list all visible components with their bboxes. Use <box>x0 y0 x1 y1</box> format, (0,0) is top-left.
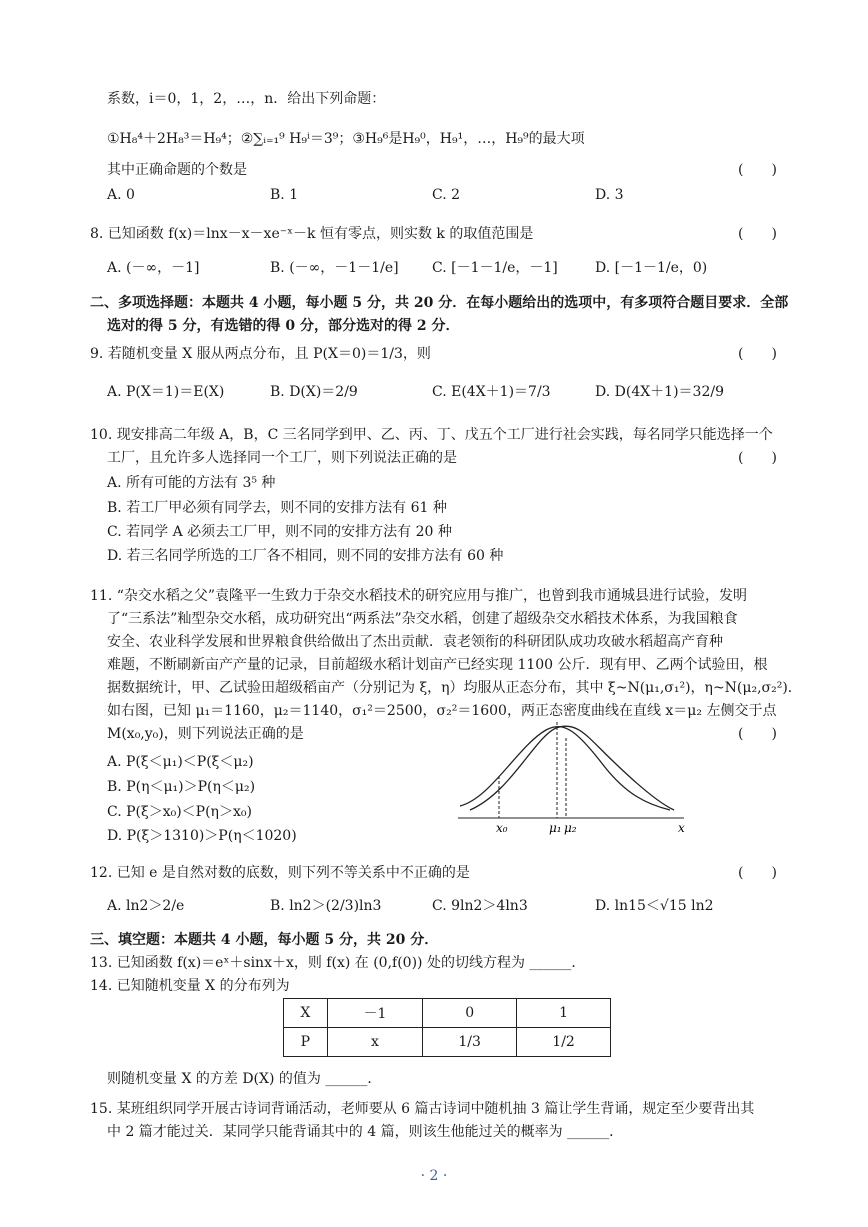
q7-option-c: C. 2 <box>432 187 461 203</box>
xi-density-curve <box>470 726 674 810</box>
q11-option-a: A. P(ξ＜μ₁)＜P(ξ＜μ₂) <box>107 754 254 770</box>
q11-line1: 11. “杂交水稻之父”袁隆平一生致力于杂交水稻技术的研究应用与推广，也曾到我市通城县进行试验，发明 <box>90 588 748 604</box>
eta-density-curve <box>460 727 670 810</box>
q9-option-d: D. D(4X＋1)＝32/9 <box>595 384 724 400</box>
section2-heading-line2: 选对的得 5 分，有选错的得 0 分，部分选对的得 2 分． <box>107 318 460 334</box>
q13-stem: 13. 已知函数 f(x)＝eˣ＋sinx＋x，则 f(x) 在 (0,f(0)) 处的切线方程为 ______． <box>90 955 586 971</box>
q7-answer-paren: ( ) <box>738 162 777 178</box>
table-cell: 1/3 <box>423 1028 517 1057</box>
q9-option-a: A. P(X＝1)＝E(X) <box>107 384 225 400</box>
table-cell: X <box>284 999 328 1028</box>
q11-line3: 安全、农业科学发展和世界粮食供给做出了杰出贡献．袁老领衔的科研团队成功攻破水稻超高产育种 <box>107 634 723 650</box>
q12-answer-paren: ( ) <box>738 865 777 881</box>
table-cell: 0 <box>423 999 517 1028</box>
q9-stem: 9. 若随机变量 X 服从两点分布，且 P(X＝0)＝1/3，则 <box>90 346 431 362</box>
table-cell: －1 <box>327 999 422 1028</box>
q10-option-d: D. 若三名同学所选的工厂各不相同，则不同的安排方法有 60 种 <box>107 548 504 564</box>
x-axis-label: x <box>678 821 685 835</box>
mu1-label: μ₁ <box>549 821 562 835</box>
q7-option-d: D. 3 <box>595 187 624 203</box>
q10-line1: 10. 现安排高二年级 A，B，C 三名同学到甲、乙、丙、丁、戊五个工厂进行社会实践，每名同学只能选择一个 <box>90 427 773 443</box>
mu2-label: μ₂ <box>564 821 577 835</box>
q7-line1: 系数，i＝0，1，2，…，n．给出下列命题： <box>107 91 386 107</box>
q12-option-b: B. ln2＞(2/3)ln3 <box>270 898 382 914</box>
q11-line2: 了“三系法”籼型杂交水稻，成功研究出“两系法”杂交水稻，创建了超级杂交水稻技术体系，为我国粮食 <box>107 611 738 627</box>
q10-option-b: B. 若工厂甲必须有同学去，则不同的安排方法有 61 种 <box>107 500 447 516</box>
q10-option-c: C. 若同学 A 必须去工厂甲，则不同的安排方法有 20 种 <box>107 524 452 540</box>
q11-answer-paren: ( ) <box>738 726 777 742</box>
q14-stem: 14. 已知随机变量 X 的分布列为 <box>90 978 290 994</box>
q8-option-a: A. (－∞，－1] <box>107 260 200 276</box>
q10-line2: 工厂，且允许多人选择同一个工厂，则下列说法正确的是 <box>107 450 457 466</box>
q12-option-c: C. 9ln2＞4ln3 <box>432 898 528 914</box>
normal-density-figure <box>456 718 696 840</box>
q10-option-a: A. 所有可能的方法有 3⁵ 种 <box>107 475 276 491</box>
section3-heading: 三、填空题：本题共 4 小题，每小题 5 分，共 20 分． <box>90 932 439 948</box>
q9-option-c: C. E(4X＋1)＝7/3 <box>432 384 551 400</box>
q12-stem: 12. 已知 e 是自然对数的底数，则下列不等关系中不正确的是 <box>90 865 470 881</box>
q11-option-b: B. P(η＜μ₁)＞P(η＜μ₂) <box>107 779 256 795</box>
q12-option-a: A. ln2＞2/e <box>107 898 185 914</box>
q8-option-d: D. [－1－1/e，0) <box>595 260 708 276</box>
table-row <box>284 999 611 1028</box>
q8-option-b: B. (－∞，－1－1/e] <box>270 260 399 276</box>
q11-option-c: C. P(ξ＞x₀)＜P(η＞x₀) <box>107 804 252 820</box>
q8-option-c: C. [－1－1/e，－1] <box>432 260 558 276</box>
q8-answer-paren: ( ) <box>738 226 777 242</box>
table-cell: P <box>284 1028 328 1057</box>
section2-heading-line1: 二、多项选择题：本题共 4 小题，每小题 5 分，共 20 分．在每小题给出的选项中，有多项符合题目要求．全部 <box>90 295 789 311</box>
q12-option-d: D. ln15＜√15 ln2 <box>595 898 714 914</box>
q11-option-d: D. P(ξ＞1310)＞P(η＜1020) <box>107 828 297 844</box>
q14-after: 则随机变量 X 的方差 D(X) 的值为 ______． <box>107 1071 382 1087</box>
q11-line6: 如右图，已知 μ₁＝1160，μ₂＝1140，σ₁²＝2500，σ₂²＝1600，两正态密度曲线在直线 x＝μ₂ 左侧交于点 <box>107 703 777 719</box>
q9-answer-paren: ( ) <box>738 346 777 362</box>
table-row <box>284 1028 611 1057</box>
q11-line7: M(x₀,y₀)，则下列说法正确的是 <box>107 726 304 742</box>
distribution-table <box>283 998 611 1057</box>
q11-line5: 据数据统计，甲、乙试验田超级稻亩产（分别记为 ξ，η）均服从正态分布，其中 ξ~N(μ₁,σ₁²)，η~N(μ₂,σ₂²)． <box>107 680 802 696</box>
q15-line1: 15. 某班组织同学开展古诗词背诵活动，老师要从 6 篇古诗词中随机抽 3 篇让学生背诵，规定至少要背出其 <box>90 1101 755 1117</box>
table-cell: 1/2 <box>517 1028 611 1057</box>
q15-line2: 中 2 篇才能过关．某同学只能背诵其中的 4 篇，则该生他能过关的概率为 ______． <box>107 1124 624 1140</box>
q7-option-a: A. 0 <box>107 187 135 203</box>
x0-label: x₀ <box>496 821 508 835</box>
q7-line2: ①H₈⁴＋2H₈³＝H₉⁴；②∑ᵢ₌₁⁹ H₉ⁱ＝3⁹；③H₉⁶是H₉⁰，H₉¹，…，H₉⁹的最大项 <box>107 131 585 147</box>
q9-option-b: B. D(X)＝2/9 <box>270 384 358 400</box>
page-number: · 2 · <box>420 1168 448 1184</box>
q11-line4: 难题，不断刷新亩产产量的记录，目前超级水稻计划亩产已经实现 1100 公斤．现有甲、乙两个试验田，根 <box>107 657 768 673</box>
q7-line3: 其中正确命题的个数是 <box>107 162 247 178</box>
table-cell: 1 <box>517 999 611 1028</box>
q10-answer-paren: ( ) <box>738 450 777 466</box>
table-cell: x <box>327 1028 422 1057</box>
q8-stem: 8. 已知函数 f(x)＝lnx－x－xe⁻ˣ－k 恒有零点，则实数 k 的取值范围是 <box>90 226 534 242</box>
q7-option-b: B. 1 <box>270 187 299 203</box>
